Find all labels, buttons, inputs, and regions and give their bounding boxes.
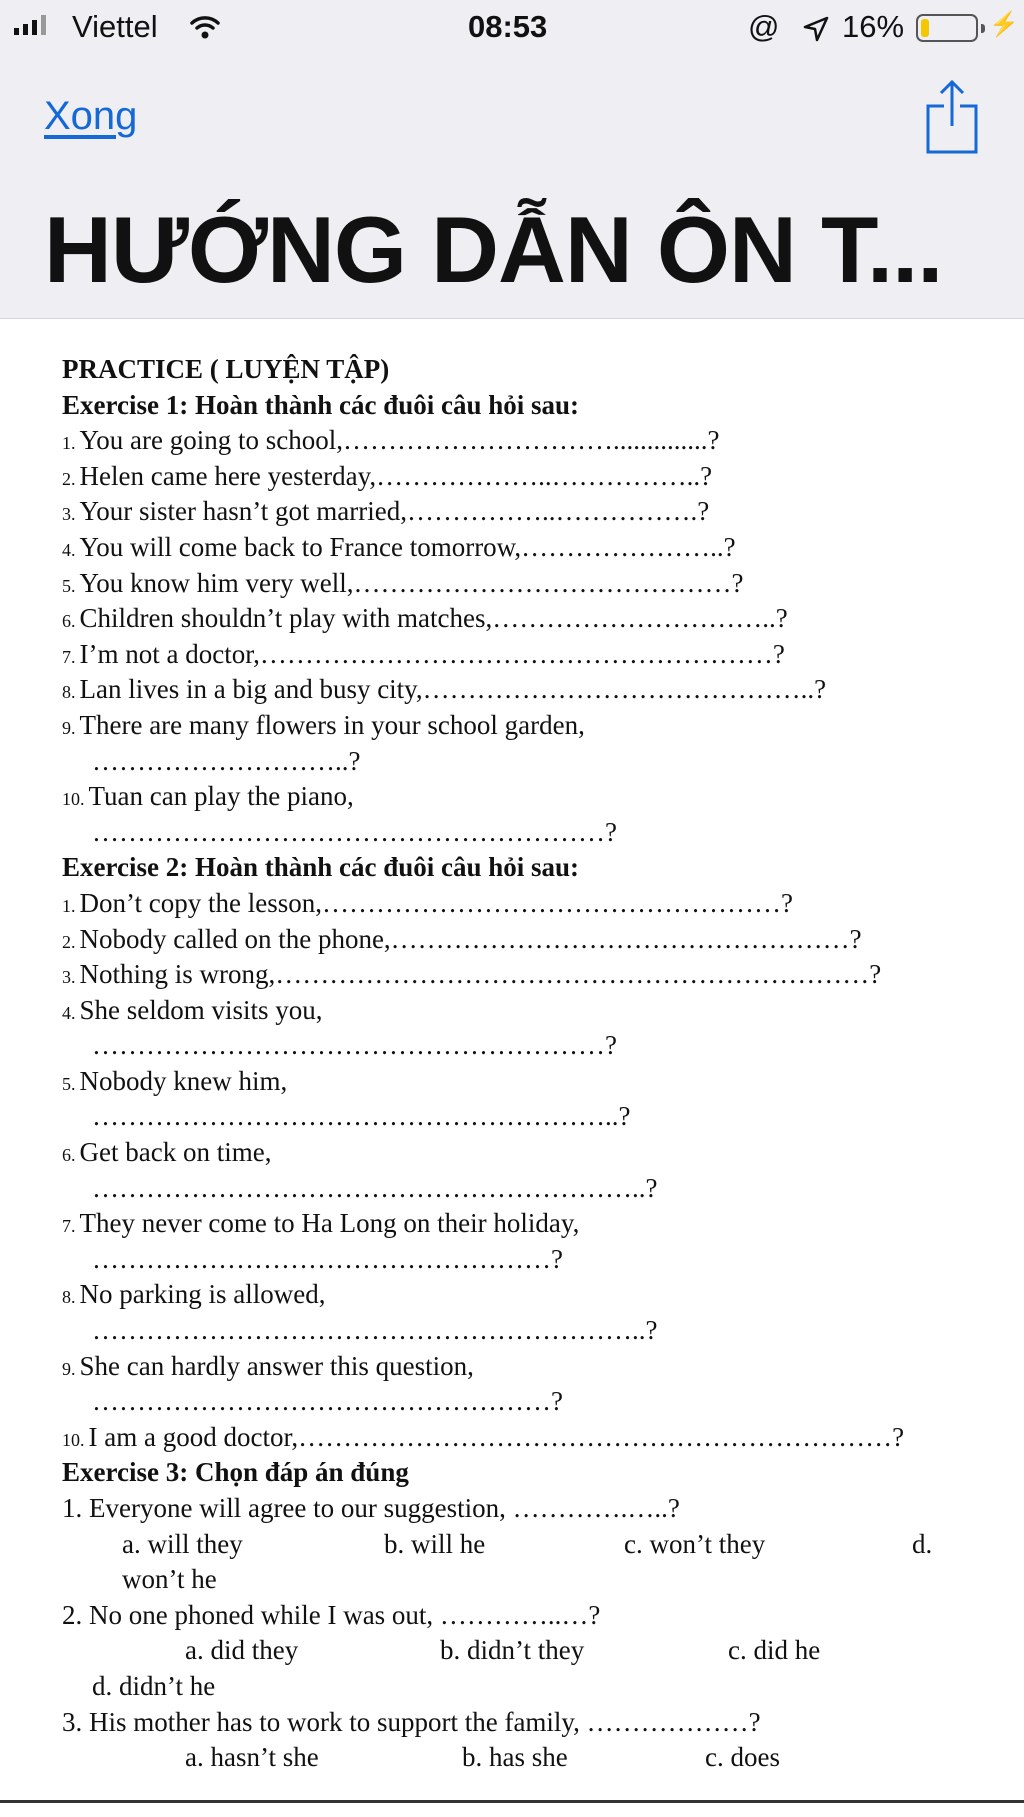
question-number: 5.	[62, 575, 76, 596]
option: a. hasn’t she	[185, 1742, 319, 1773]
question-number: 10.	[62, 1429, 85, 1450]
question-item	[62, 922, 962, 958]
done-button[interactable]: Xong	[44, 94, 138, 138]
option: c. did he	[728, 1635, 821, 1666]
question-item	[62, 672, 962, 708]
question-item	[62, 1420, 962, 1456]
question-number: 5.	[62, 1073, 76, 1094]
question-item	[62, 1277, 962, 1313]
question-number: 8.	[62, 682, 76, 703]
question-item	[62, 779, 962, 815]
question-text: Get back on time,	[79, 1137, 272, 1168]
exercise-3-options	[62, 1740, 962, 1776]
exercise-3-question: 1. Everyone will agree to our suggestion, ………….…..?	[62, 1493, 680, 1523]
signal-icon	[14, 15, 46, 35]
practice-heading: PRACTICE ( LUYỆN TẬP)	[62, 354, 390, 384]
question-item	[62, 601, 962, 637]
battery-icon	[916, 14, 978, 42]
answer-blank: ……………………………………………?	[92, 1243, 563, 1274]
exercise-1-heading: Exercise 1: Hoàn thành các đuôi câu hỏi sau:	[62, 389, 580, 420]
answer-blank: …………………………………………………?	[92, 1030, 617, 1061]
question-number: 10.	[62, 789, 85, 810]
question-text: You are going to school,…………………………..............?	[79, 425, 720, 456]
question-text: She seldom visits you,	[79, 994, 323, 1025]
option: a. did they	[185, 1635, 299, 1666]
share-icon[interactable]	[922, 76, 982, 156]
question-text: I’m not a doctor,…………………………………………………?	[79, 638, 785, 669]
question-item	[62, 530, 962, 566]
navigation-header	[0, 58, 1024, 319]
exercise-1-list	[62, 423, 962, 850]
question-text: Your sister hasn’t got married,……………..…………….?	[79, 496, 710, 527]
question-text: Helen came here yesterday,………………..……………..?	[79, 460, 713, 491]
battery-tip	[981, 24, 985, 33]
exercise-3-options	[62, 1633, 962, 1669]
answer-blank: …………………………………………………..?	[92, 1101, 631, 1132]
question-text: Nobody knew him,	[79, 1065, 288, 1096]
question-number: 7.	[62, 646, 76, 667]
question-number: 2.	[62, 931, 76, 952]
question-text: Lan lives in a big and busy city,……………………………………..?	[79, 674, 827, 705]
exercise-3-options	[62, 1527, 962, 1563]
question-text: Don’t copy the lesson,……………………………………………?	[79, 887, 793, 918]
option: d. didn’t he	[92, 1670, 216, 1701]
clock: 08:53	[468, 9, 548, 44]
option: b. has she	[462, 1742, 568, 1773]
charging-icon: ⚡	[989, 11, 1019, 38]
answer-blank: ………………………..?	[92, 745, 361, 776]
option-continuation: won’t he	[122, 1564, 217, 1595]
question-text: They never come to Ha Long on their holiday,	[79, 1208, 580, 1239]
question-item	[62, 494, 962, 530]
option: c. won’t they	[624, 1528, 766, 1559]
question-item	[62, 993, 962, 1029]
question-number: 7.	[62, 1216, 76, 1237]
question-number: 2.	[62, 468, 76, 489]
option: b. will he	[384, 1528, 486, 1559]
battery-level-fill	[921, 19, 929, 37]
document-content	[62, 352, 962, 1776]
answer-blank: ……………………………………………………..?	[92, 1315, 658, 1346]
question-number: 3.	[62, 967, 76, 988]
question-text: You know him very well,……………………………………?	[79, 567, 744, 598]
question-item	[62, 1064, 962, 1100]
question-item	[62, 423, 962, 459]
exercise-3-question: 3. His mother has to work to support the family, ………………?	[62, 1706, 761, 1737]
question-item	[62, 886, 962, 922]
exercise-3-heading: Exercise 3: Chọn đáp án đúng	[62, 1457, 409, 1488]
exercise-3-question: 2. No one phoned while I was out, …………..…?	[62, 1599, 601, 1630]
question-number: 6.	[62, 1145, 76, 1166]
question-item	[62, 1135, 962, 1171]
question-text: She can hardly answer this question,	[79, 1350, 474, 1381]
document-title: HƯỚNG DẪN ÔN T...	[44, 197, 943, 302]
question-number: 4.	[62, 1002, 76, 1023]
question-item	[62, 459, 962, 495]
question-text: There are many flowers in your school garden,	[79, 709, 585, 740]
option: b. didn’t they	[440, 1635, 585, 1666]
question-item	[62, 637, 962, 673]
question-number: 1.	[62, 895, 76, 916]
option: c. does	[705, 1742, 780, 1773]
page-bottom-edge	[0, 1800, 1024, 1803]
status-bar	[0, 0, 1024, 58]
question-text: Nothing is wrong,…………………………………………………………?	[79, 959, 882, 990]
question-item	[62, 566, 962, 602]
question-text: Nobody called on the phone,……………………………………………?	[79, 923, 862, 954]
battery-percent: 16%	[842, 9, 905, 44]
answer-blank: …………………………………………………?	[92, 816, 617, 847]
question-number: 3.	[62, 504, 76, 525]
wifi-icon	[190, 12, 220, 48]
question-text: You will come back to France tomorrow,…………………..?	[79, 531, 736, 562]
carrier-name: Viettel	[72, 9, 158, 44]
exercise-2-heading: Exercise 2: Hoàn thành các đuôi câu hỏi sau:	[62, 852, 580, 883]
question-number: 9.	[62, 717, 76, 738]
location-icon	[803, 14, 829, 50]
question-text: Children shouldn’t play with matches,…………………………..?	[79, 603, 788, 634]
at-icon: @	[748, 9, 780, 44]
answer-blank: ……………………………………………?	[92, 1386, 563, 1417]
question-item	[62, 957, 962, 993]
question-item	[62, 1206, 962, 1242]
question-text: I am a good doctor,…………………………………………………………?	[88, 1421, 905, 1452]
exercise-2-list	[62, 886, 962, 1456]
answer-blank: ……………………………………………………..?	[92, 1172, 658, 1203]
question-number: 9.	[62, 1358, 76, 1379]
question-number: 6.	[62, 611, 76, 632]
question-number: 1.	[62, 433, 76, 454]
question-text: Tuan can play the piano,	[88, 781, 354, 812]
option: a. will they	[122, 1528, 243, 1559]
question-number: 8.	[62, 1287, 76, 1308]
question-item	[62, 708, 962, 744]
question-text: No parking is allowed,	[79, 1279, 326, 1310]
question-number: 4.	[62, 539, 76, 560]
question-item	[62, 1349, 962, 1385]
option: d.	[912, 1528, 933, 1559]
